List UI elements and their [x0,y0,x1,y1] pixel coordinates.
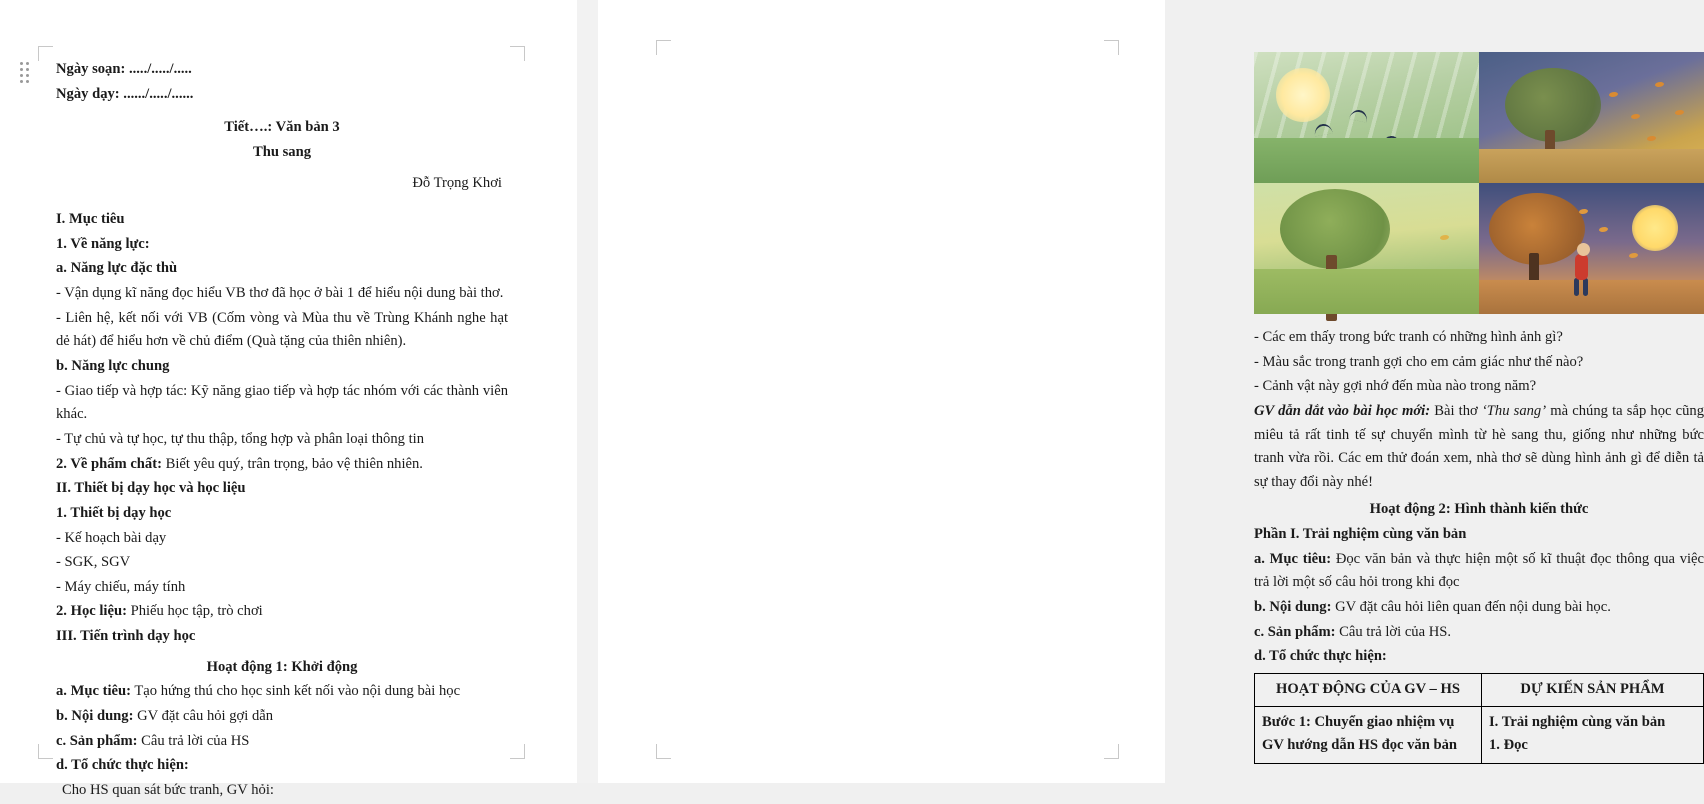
ngay-day-line: Ngày dạy: ....../...../...... [56,85,194,102]
activity-2-san-pham-text: Câu trả lời của HS. [1335,623,1452,640]
question-2: - Màu sắc trong tranh gợi cho em cảm giác như thế nào? [1254,353,1584,370]
question-1: - Các em thấy trong bức tranh có những hình ảnh gì? [1254,329,1563,345]
activity-2-noi-dung [1254,596,1704,620]
section-pham-chat [56,453,508,477]
ground-shape [1254,269,1479,314]
activity-1-to-chuc: d. Tổ chức thực hiện: [56,757,189,774]
table-step-1-detail: GV hướng dẫn HS đọc văn bản [1262,737,1458,754]
illustration-panel-summer-cicada [1254,183,1479,314]
section-pham-chat-text: Biết yêu quý, trân trọng, bảo vệ thiên nhiên. [161,455,423,472]
section-tien-trinh: III. Tiến trình dạy học [56,628,196,645]
page-left [0,0,577,798]
crop-mark-bottom-right [510,744,525,759]
section-thiet-bi: II. Thiết bị dạy học và học liệu [56,480,246,497]
lead-in-label: GV dẫn dắt vào bài học mới: [1254,402,1431,419]
activity-1-muc-tieu-text: Tạo hứng thú cho học sinh kết nối vào nội dung bài học [130,683,461,700]
falling-leaf-icon [1440,235,1449,240]
table-product-item-1: 1. Đọc [1489,737,1528,754]
section-nang-luc-dac-thu: a. Năng lực đặc thù [56,260,178,277]
falling-leaf-icon [1599,227,1608,232]
ground-shape [1479,280,1704,314]
crop-mark-top-right [510,46,525,61]
activity-1-noi-dung [56,705,508,729]
section-muc-tieu: I. Mục tiêu [56,211,125,228]
activity-1-closing: Cho HS quan sát bức tranh, GV hỏi: [62,781,274,798]
bullet-van-dung: - Vận dụng kĩ năng đọc hiểu VB thơ đã học ở bài 1 để hiểu nội dung bài thơ. [56,285,504,302]
activity-2-muc-tieu-text: Đọc văn bản và thực hiện một số kĩ thuật đọc thông qua việc trả lời một số câu hỏi trong khi đọc [1254,550,1704,591]
activity-2-muc-tieu-label: a. Mục tiêu: [1254,550,1332,567]
activity-1-noi-dung-text: GV đặt câu hỏi gợi dẫn [133,708,274,725]
ngay-soan-line: Ngày soạn: ...../...../..... [56,61,192,77]
bullet-sgk: - SGK, SGV [56,554,131,571]
section-thiet-bi-day-hoc: 1. Thiết bị dạy học [56,504,172,521]
right-page-content [1254,52,1704,764]
activity-2-to-chuc: d. Tổ chức thực hiện: [1254,648,1387,665]
falling-leaf-icon [1629,253,1638,258]
activity-1-noi-dung-label: b. Nội dung: [56,708,134,725]
section-hoc-lieu-label: 2. Học liệu: [56,603,127,620]
crop-mark-top-left [38,46,53,61]
activity-2-san-pham [1254,621,1704,645]
bullet-may-chieu: - Máy chiếu, máy tính [56,578,186,595]
crop-mark-bottom-left-2 [656,744,671,759]
ground-shape [1479,149,1704,183]
table-header-row [1255,673,1704,706]
table-header-gv-hs: HOẠT ĐỘNG CỦA GV – HS [1255,673,1482,706]
activity-2-noi-dung-text: GV đặt câu hỏi liên quan đến nội dung bài học. [1331,599,1611,616]
sun-icon [1276,68,1330,122]
child-leg-shape [1574,278,1579,296]
lead-in-text-1: Bài thơ [1430,402,1482,419]
section-ve-nang-luc: 1. Về năng lực: [56,235,150,252]
section-pham-chat-label: 2. Về phẩm chất: [56,455,162,472]
table-cell-activity [1255,706,1482,763]
bullet-giao-tiep: - Giao tiếp và hợp tác: Kỹ năng giao tiếp và hợp tác nhóm với các thành viên khác. [56,382,508,423]
lead-in-text-2: mà chúng ta sắp học cũng miêu tả rất tinh tế sự chuyển mình từ hè sang thu, giống như những bức tranh vừa rồi. Các em thử đoán xem, nhà thơ sẽ dùng hình ảnh gì để diễn tả sự thay đổi này nhé! [1254,402,1704,490]
section-hoc-lieu-text: Phiếu học tập, trò chơi [126,603,263,620]
sun-icon [1632,205,1678,251]
illustration-panel-spring [1254,52,1479,183]
page-gutter [577,0,598,783]
falling-leaf-icon [1647,136,1656,141]
activity-1-title: Hoạt động 1: Khởi động [206,658,358,675]
falling-leaf-icon [1655,82,1664,87]
crop-mark-bottom-right-2 [1104,744,1119,759]
lead-in-paragraph [1254,400,1704,495]
activity-1-san-pham-text: Câu trả lời của HS [137,732,250,749]
section-nang-luc-chung: b. Năng lực chung [56,358,170,375]
author-name: Đỗ Trọng Khơi [412,174,502,191]
section-hoc-lieu [56,600,508,624]
activity-table [1254,673,1704,764]
lesson-number-title: Tiết….: Văn bản 3 [224,119,340,136]
lesson-title: Thu sang [252,143,311,160]
falling-leaf-icon [1631,114,1640,119]
activity-2-muc-tieu [1254,548,1704,595]
falling-leaf-icon [1609,92,1618,97]
child-body-shape [1575,254,1588,280]
falling-leaf-icon [1675,110,1684,115]
activity-1-san-pham-label: c. Sản phẩm: [56,732,138,749]
table-step-1-title: Bước 1: Chuyển giao nhiệm vụ [1262,713,1455,730]
crop-mark-top-left-2 [656,40,671,55]
activity-2-noi-dung-label: b. Nội dung: [1254,599,1332,616]
activity-2-title: Hoạt động 2: Hình thành kiến thức [1369,501,1589,518]
child-leg-shape [1583,278,1588,296]
crop-mark-bottom-left [38,744,53,759]
illustration-panel-autumn-wind [1479,52,1704,183]
illustration-panel-autumn-child [1479,183,1704,314]
table-row [1255,706,1704,763]
lead-in-poem-title: ‘Thu sang’ [1481,402,1547,419]
activity-2-san-pham-label: c. Sản phẩm: [1254,623,1336,640]
ground-shape [1254,138,1479,183]
bullet-tu-chu: - Tự chủ và tự học, tự thu thập, tổng hợp và phân loại thông tin [56,430,424,447]
drag-handle-icon[interactable] [20,62,30,84]
bullet-lien-he: - Liên hệ, kết nối với VB (Cốm vòng và Mùa thu về Trùng Khánh nghe hạt dẻ hát) để hiểu hơn về chủ điểm (Quà tặng của thiên nhiên). [56,309,508,350]
child-head-shape [1577,243,1590,256]
part-1-title: Phần I. Trải nghiệm cùng văn bản [1254,526,1467,543]
falling-leaf-icon [1579,209,1588,214]
page-right [598,0,1704,783]
activity-1-san-pham [56,730,508,754]
activity-1-muc-tieu [56,680,508,704]
table-cell-product [1482,706,1704,763]
left-page-content [56,58,508,804]
activity-1-muc-tieu-label: a. Mục tiêu: [56,683,131,700]
table-product-title: I. Trải nghiệm cùng văn bản [1489,713,1666,730]
table-header-san-pham: DỰ KIẾN SẢN PHẨM [1482,673,1704,706]
bullet-ke-hoach: - Kế hoạch bài dạy [56,529,167,546]
four-season-illustration [1254,52,1704,314]
crop-mark-top-right-2 [1104,40,1119,55]
question-3: - Cảnh vật này gợi nhớ đến mùa nào trong năm? [1254,378,1537,395]
